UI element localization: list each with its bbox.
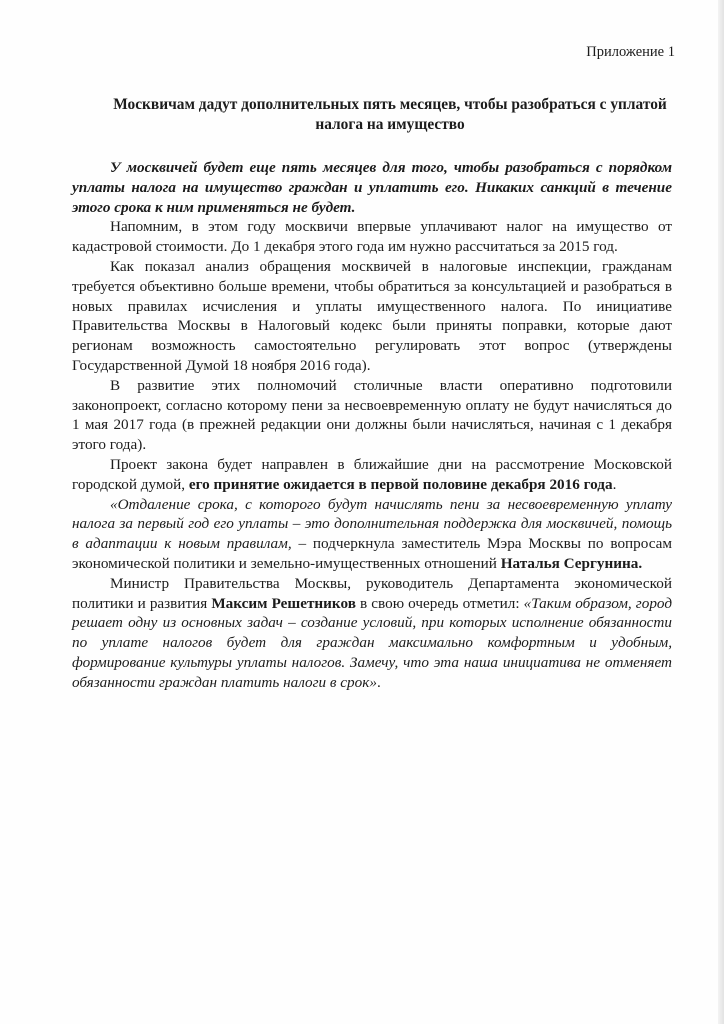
lead-paragraph: У москвичей будет еще пять месяцев для того, чтобы разобраться с порядком уплаты налога на имущество граждан и уплатить его. Никаких санкций в течение этого срока к ним применяться не будет. [72, 159, 672, 216]
document-title: Москвичам дадут дополнительных пять месяцев, чтобы разобраться с уплатой налога на имущество [113, 96, 667, 133]
scan-edge-shadow [718, 0, 724, 1024]
paragraph-6-text-2: в свою очередь отметил: [355, 594, 524, 612]
sergunina-name: Наталья Сергунина. [500, 554, 643, 572]
appendix-label: Приложение 1 [586, 44, 675, 60]
sergunina-quote: «Отдаление срока, с которого будут начислять пени за несвоевременную уплату налога за первый год его уплаты – это дополнительная поддержка для москвичей, помощь в адаптации к новым правилам, [72, 495, 672, 553]
reshetnikov-quote: «Таким образом, город решает одну из основных задач – создание условий, при которых исполнение обязанности по уплате налогов будет для граждан максимально комфортным и удобным, формирование культуры уплаты налогов. Замечу, что эта наша инициатива не отменяет обязанности граждан платить налоги в срок» [72, 594, 672, 691]
paragraph-5 [72, 495, 672, 574]
reshetnikov-name: Максим Решетников [211, 594, 356, 612]
paragraph-5-text: – подчеркнула заместитель Мэра Москвы по вопросам экономической политики и земельно-имущественных отношений [72, 535, 673, 572]
paragraph-3: В развитие этих полномочий столичные власти оперативно подготовили законопроект, согласно которому пени за несвоевременную оплату не будут начисляться до 1 мая 2017 года (в прежней редакции они должны были начисляться, начиная с 1 декабря этого года). [72, 376, 672, 454]
paragraph-6-text-1: Министр Правительства Москвы, руководитель Департамента экономической политики и развития [72, 574, 672, 612]
paragraph-4 [72, 455, 672, 495]
paragraph-1: Напомним, в этом году москвичи впервые уплачивают налог на имущество от кадастровой стоимости. До 1 декабря этого года им нужно рассчитаться за 2015 год. [72, 218, 672, 256]
document-body [72, 158, 672, 693]
paragraph-4-bold: его принятие ожидается в первой половине декабря 2016 года [188, 475, 613, 493]
paragraph-4-text: Проект закона будет направлен в ближайшие дни на рассмотрение Московской городской думой, [72, 455, 672, 493]
paragraph-2: Как показал анализ обращения москвичей в налоговые инспекции, гражданам требуется объективно больше времени, чтобы обратиться за консультацией и разобраться в новых правилах исчисления и уплаты имущественного налога. По инициативе Правительства Москвы в Налоговый кодекс были приняты поправки, которые дают регионам возможность самостоятельно регулировать этот вопрос (утверждены Государственной Думой 18 ноября 2016 года). [72, 257, 672, 374]
paragraph-6 [72, 574, 672, 693]
paragraph-6-end: . [376, 673, 381, 691]
paragraph-4-end: . [612, 475, 617, 493]
